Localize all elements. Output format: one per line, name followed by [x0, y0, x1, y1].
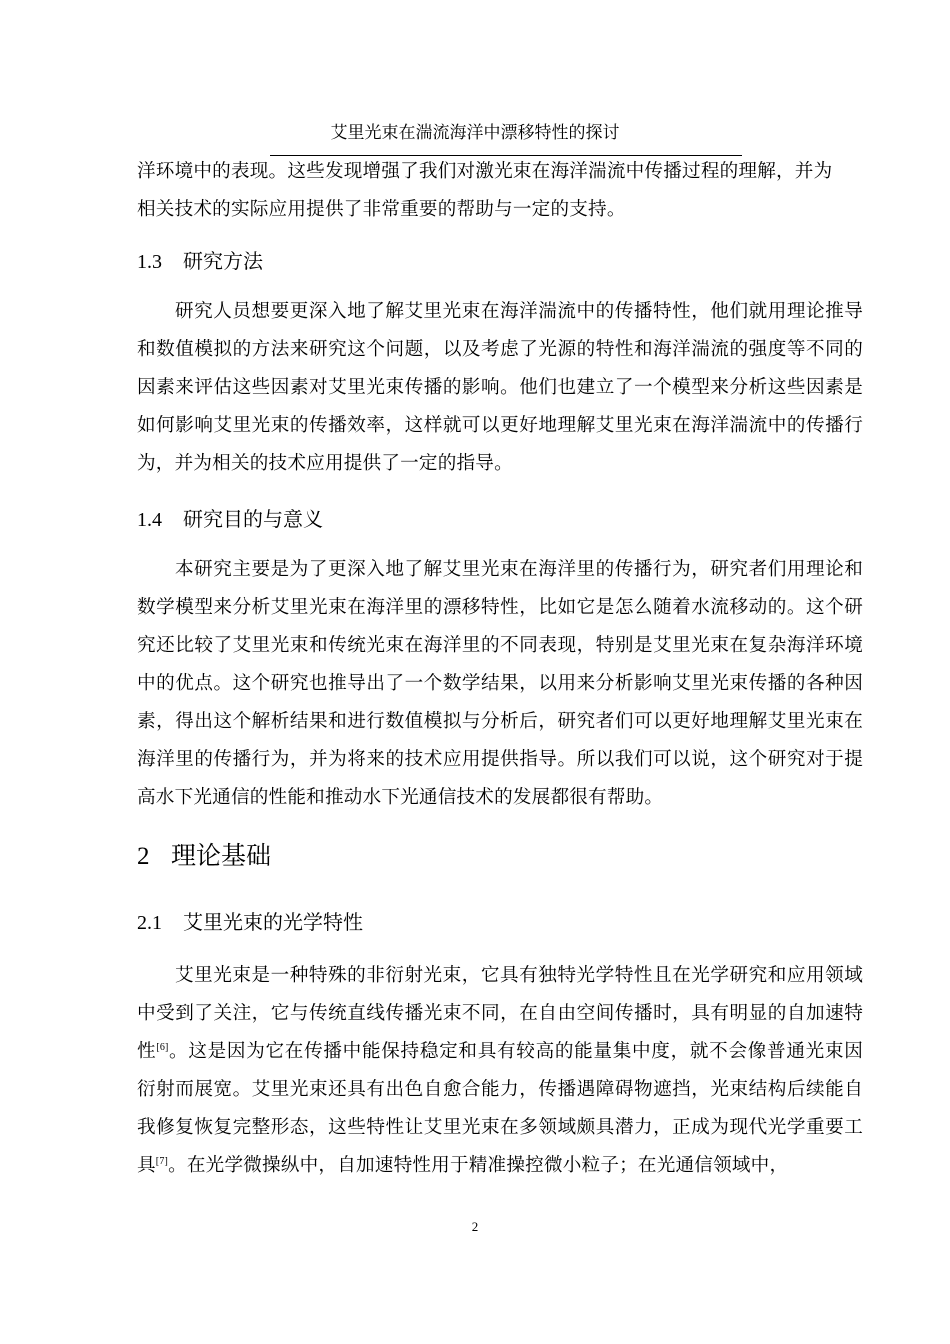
paragraph-text: 艾里光束是一种特殊的非衍射光束，它具有独特光学特性且在光学研究和应用领域中受到了关注，它与传统直线传播光束不同，在自由空间传播时，具有明显的自加速特性 [137, 965, 863, 1062]
continued-paragraph [137, 153, 863, 229]
section-title: 艾里光束的光学特性 [183, 910, 363, 934]
section-1-3-body [137, 293, 863, 483]
section-heading-2-1 [137, 908, 863, 937]
section-title: 研究目的与意义 [183, 507, 323, 531]
paragraph: 研究人员想要更深入地了解艾里光束在海洋湍流中的传播特性，他们就用理论推导和数值模拟的方法来研究这个问题，以及考虑了光源的特性和海洋湍流的强度等不同的因素来评估这些因素对艾里光束传播的影响。他们也建立了一个模型来分析这些因素是如何影响艾里光束的传播效率，这样就可以更好地理解艾里光束在海洋湍流中的传播行为，并为相关的技术应用提供了一定的指导。 [137, 301, 863, 474]
section-number: 2.1 [137, 912, 162, 934]
section-number: 1.3 [137, 251, 162, 273]
paragraph-line: 相关技术的实际应用提供了非常重要的帮助与一定的支持。 [137, 199, 626, 220]
citation-reference: [6] [156, 1041, 169, 1053]
section-1-4-body [137, 551, 863, 817]
paragraph [137, 957, 863, 1185]
citation-reference: [7] [155, 1155, 169, 1167]
section-heading-1-3 [137, 247, 863, 276]
chapter-heading-2 [137, 840, 863, 873]
paragraph-text: 。在光学微操纵中，自加速特性用于精准操控微小粒子；在光通信领域中， [168, 1155, 789, 1176]
chapter-title: 理论基础 [171, 841, 272, 870]
paragraph-text: 。这是因为它在传播中能保持稳定和具有较高的能量集中度，就不会像普通光束因衍射而展宽。艾里光束还具有出色自愈合能力，传播遇障碍物遮挡，光束结构后续能自我修复恢复完整形态，这些特性让艾里光束在多领域颇具潜力，正成为现代光学重要工具 [137, 1041, 864, 1176]
section-heading-1-4 [137, 505, 863, 534]
paragraph: 本研究主要是为了更深入地了解艾里光束在海洋里的传播行为，研究者们用理论和数学模型来分析艾里光束在海洋里的漂移特性，比如它是怎么随着水流移动的。这个研究还比较了艾里光束和传统光束在海洋里的不同表现，特别是艾里光束在复杂海洋环境中的优点。这个研究也推导出了一个数学结果，以用来分析影响艾里光束传播的各种因素，得出这个解析结果和进行数值模拟与分析后，研究者们可以更好地理解艾里光束在海洋里的传播行为，并为将来的技术应用提供指导。所以我们可以说，这个研究对于提高水下光通信的性能和推动水下光通信技术的发展都很有帮助。 [137, 559, 863, 808]
page-number: 2 [471, 1219, 479, 1234]
section-2-1-body [137, 957, 863, 1185]
chapter-number: 2 [137, 843, 150, 870]
paragraph-line: 洋环境中的表现。这些发现增强了我们对激光束在海洋湍流中传播过程的理解，并为 [137, 161, 833, 182]
running-header: 艾里光束在湍流海洋中漂移特性的探讨 [330, 123, 620, 142]
section-number: 1.4 [137, 509, 162, 531]
section-title: 研究方法 [183, 249, 263, 273]
